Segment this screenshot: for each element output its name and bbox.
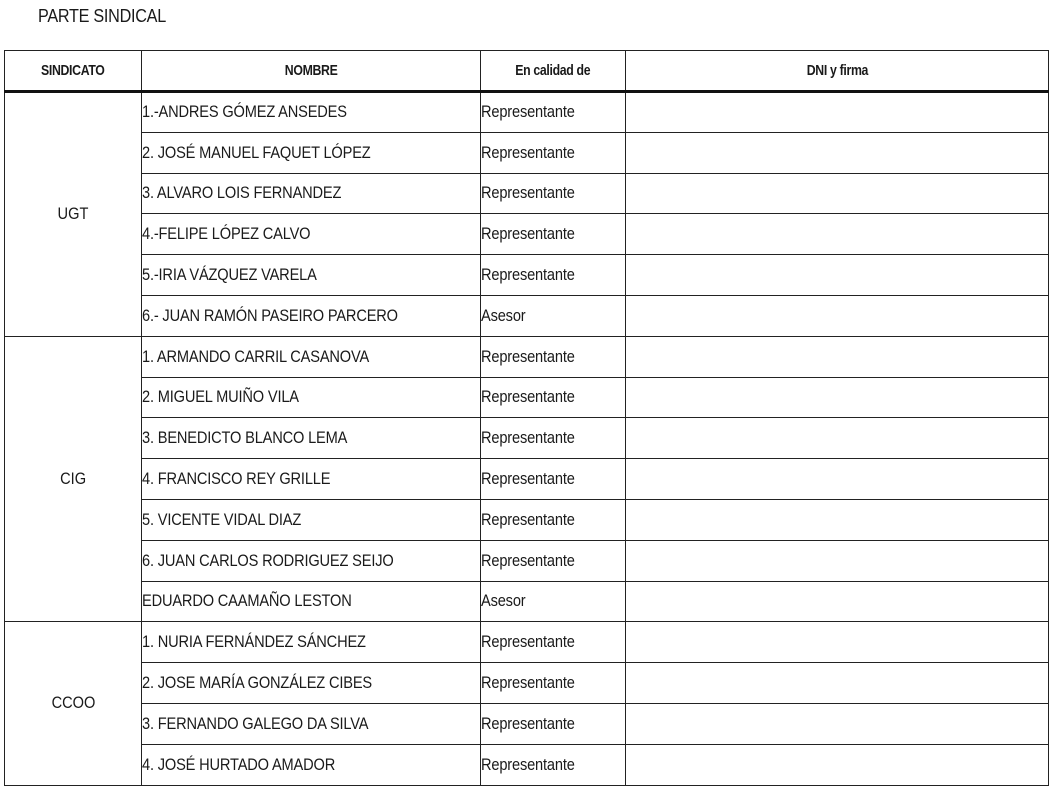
table-row [5,418,1049,459]
role-cell: Representante [481,622,626,663]
role-cell: Representante [481,744,626,785]
table-row [5,92,1049,133]
table-row [5,295,1049,336]
dni-signature-cell[interactable] [626,744,1049,785]
name-cell: 3. BENEDICTO BLANCO LEMA [142,418,481,459]
table-row [5,499,1049,540]
dni-signature-cell[interactable] [626,377,1049,418]
name-cell: 4. JOSÉ HURTADO AMADOR [142,744,481,785]
role-cell: Representante [481,703,626,744]
header-dni: DNI y firma [626,51,1049,92]
dni-signature-cell[interactable] [626,92,1049,133]
role-cell: Representante [481,173,626,214]
dni-signature-cell[interactable] [626,132,1049,173]
name-cell: 2. JOSE MARÍA GONZÁLEZ CIBES [142,663,481,704]
role-cell: Representante [481,336,626,377]
name-cell: EDUARDO CAAMAÑO LESTON [142,581,481,622]
dni-signature-cell[interactable] [626,540,1049,581]
role-cell: Asesor [481,295,626,336]
table-row [5,663,1049,704]
table-row [5,622,1049,663]
role-cell: Representante [481,132,626,173]
dni-signature-cell[interactable] [626,499,1049,540]
table-header-row [5,51,1049,92]
name-cell: 1. ARMANDO CARRIL CASANOVA [142,336,481,377]
role-cell: Representante [481,499,626,540]
page-title: PARTE SINDICAL [38,6,166,26]
table-row [5,173,1049,214]
table-row [5,255,1049,296]
dni-signature-cell[interactable] [626,418,1049,459]
name-cell: 4.-FELIPE LÓPEZ CALVO [142,214,481,255]
table-row [5,336,1049,377]
dni-signature-cell[interactable] [626,459,1049,500]
name-cell: 3. ALVARO LOIS FERNANDEZ [142,173,481,214]
role-cell: Representante [481,663,626,704]
table-row [5,744,1049,785]
role-cell: Representante [481,92,626,133]
union-cell: CIG [5,336,142,622]
name-cell: 4. FRANCISCO REY GRILLE [142,459,481,500]
union-cell: UGT [5,92,142,337]
dni-signature-cell[interactable] [626,214,1049,255]
role-cell: Representante [481,377,626,418]
dni-signature-cell[interactable] [626,255,1049,296]
name-cell: 5. VICENTE VIDAL DIAZ [142,499,481,540]
table-row [5,540,1049,581]
name-cell: 1.-ANDRES GÓMEZ ANSEDES [142,92,481,133]
header-sindicato: SINDICATO [5,51,142,92]
table-row [5,459,1049,500]
name-cell: 6. JUAN CARLOS RODRIGUEZ SEIJO [142,540,481,581]
name-cell: 2. JOSÉ MANUEL FAQUET LÓPEZ [142,132,481,173]
role-cell: Representante [481,418,626,459]
header-nombre: NOMBRE [142,51,481,92]
name-cell: 2. MIGUEL MUIÑO VILA [142,377,481,418]
role-cell: Asesor [481,581,626,622]
table-row [5,377,1049,418]
role-cell: Representante [481,540,626,581]
union-table [4,50,1049,786]
dni-signature-cell[interactable] [626,703,1049,744]
table-row [5,214,1049,255]
dni-signature-cell[interactable] [626,581,1049,622]
name-cell: 3. FERNANDO GALEGO DA SILVA [142,703,481,744]
table-row [5,132,1049,173]
name-cell: 6.- JUAN RAMÓN PASEIRO PARCERO [142,295,481,336]
role-cell: Representante [481,214,626,255]
dni-signature-cell[interactable] [626,663,1049,704]
table-row [5,703,1049,744]
header-calidad: En calidad de [481,51,626,92]
table-row [5,581,1049,622]
role-cell: Representante [481,459,626,500]
union-cell: CCOO [5,622,142,785]
dni-signature-cell[interactable] [626,295,1049,336]
dni-signature-cell[interactable] [626,622,1049,663]
name-cell: 5.-IRIA VÁZQUEZ VARELA [142,255,481,296]
dni-signature-cell[interactable] [626,173,1049,214]
name-cell: 1. NURIA FERNÁNDEZ SÁNCHEZ [142,622,481,663]
role-cell: Representante [481,255,626,296]
table-body [5,92,1049,786]
dni-signature-cell[interactable] [626,336,1049,377]
